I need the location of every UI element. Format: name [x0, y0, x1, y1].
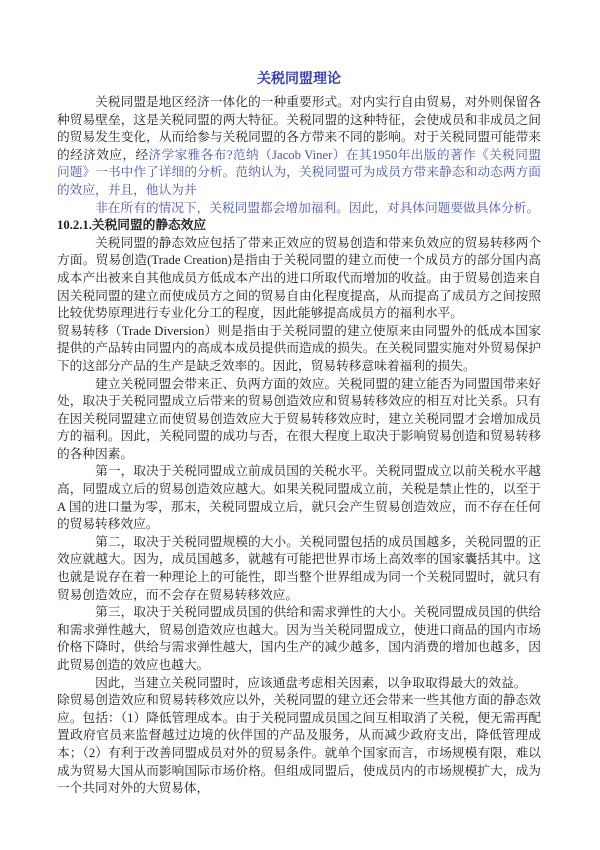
paragraph-net-effect: 建立关税同盟会带来正、负两方面的效应。关税同盟的建立能否为同盟国带来好处，取决于关税同盟成立后带来的贸易创造效应和贸易转移效应的相互对比关系。只有在因关税同盟建立而使贸易创造效应大于贸易转移效应时，建立关税同盟才会增加成员方的福利。因此，关税同盟的成功与否，在很大程度上取决于影响贸易创造和贸易转移的各种因素。	[57, 376, 541, 461]
intro-viner-citation-text: 济学家雅各布?范纳（Jacob Viner）在其1950年出版的著作《关税同盟问题》一书中作了详细的分析。范纳认为，关税同盟可为成员方带来静态和动态两方面的效应，并且，他认为并	[57, 147, 542, 197]
paragraph-summary: 因此，当建立关税同盟时，应该通盘考虑相关因素，以争取取得最大的效益。	[95, 675, 527, 690]
intro-text: 关税同盟是地区经济一体化的一种重要形式。对内实行自由贸易，对外则保留各种贸易壁垒，这是关税同盟的两大特征。关税同盟的这种特征，会使成员和非成员之间的贸易发生变化，从而给参与关税同盟的各方带来不同的影响。对于关税同盟可能带来的经济效应，经	[57, 95, 541, 162]
paragraph-trade-creation: 关税同盟的静态效应包括了带来正效应的贸易创造和带来负效应的贸易转移两个方面。贸易创造(Trade Creation)是指由于关税同盟的建立而使一个成员方的部分国内高成本产出被来自其他成员方低成本产出的进口所取代而增加的收益。由于贸易创造来自因关税同盟的建立而使成员方之间的贸易自由化程度提高，从而提高了成员方之间按照比较优势原理进行专业化分工的程度，因此能够提高成员方的福利水平。	[57, 235, 541, 321]
paragraph-intro	[57, 94, 541, 200]
paragraph-factor-union-size: 第二，取决于关税同盟规模的大小。关税同盟包括的成员国越多，关税同盟的正效应就越大。因为，成员国越多，就越有可能把世界市场上高效率的国家囊括其中。这也就是说存在着一种理论上的可能性，即当整个世界组成为同一个关税同盟时，就只有贸易创造效应，而不会存在贸易转移效应。	[57, 534, 541, 602]
paragraph-other-static-effects: 除贸易创造效应和贸易转移效应以外，关税同盟的建立还会带来一些其他方面的静态效应。包括：（1）降低管理成本。由于关税同盟成员国之间互相取消了关税，便无需再配置政府官员来监督越过边境的伙伴国的产品及服务，从而减少政府支出，降低管理成本；（2）有利于改善同盟成员对外的贸易条件。就单个国家而言，市场规模有限，难以成为贸易大国从而影响国际市场价格。但组成同盟后，使成员内的市场规模扩大，成为一个共同对外的大贸易体，	[57, 693, 541, 796]
paragraph-factor-tariff-level: 第一，取决于关税同盟成立前成员国的关税水平。关税同盟成立以前关税水平越高，同盟成立后的贸易创造效应越大。如果关税同盟成立前，关税是禁止性的，以至于 A 国的进口量为零，那末，关税同盟成立后，就只会产生贸易创造效应，而不存在任何的贸易转移效应。	[57, 464, 541, 532]
paragraph-intro-continuation	[57, 200, 541, 218]
section-heading-static-effects: 10.2.1.关税同盟的静态效应	[57, 218, 207, 233]
document-title: 关税同盟理论	[257, 72, 341, 87]
paragraph-trade-diversion: 贸易转移（Trade Diversion）则是指由于关税同盟的建立使原来由同盟外的低成本国家提供的产品转由同盟内的高成本成员提供而造成的损失。在关税同盟实施对外贸易保护下的这部分产品的生产是缺乏效率的。因此，贸易转移意味着福利的损失。	[57, 323, 541, 373]
paragraph-factor-elasticity: 第三，取决于关税同盟成员国的供给和需求弹性的大小。关税同盟成员国的供给和需求弹性越大，贸易创造效应也越大。因为当关税同盟成立，使进口商品的国内市场价格下降时，供给与需求弹性越大，国内生产的减少越多，国内消费的增加也越多，因此贸易创造的效应也越大。	[57, 605, 541, 672]
intro-continuation-text: 非在所有的情况下，关税同盟都会增加福利。因此，对具体问题要做具体分析。	[95, 200, 540, 215]
